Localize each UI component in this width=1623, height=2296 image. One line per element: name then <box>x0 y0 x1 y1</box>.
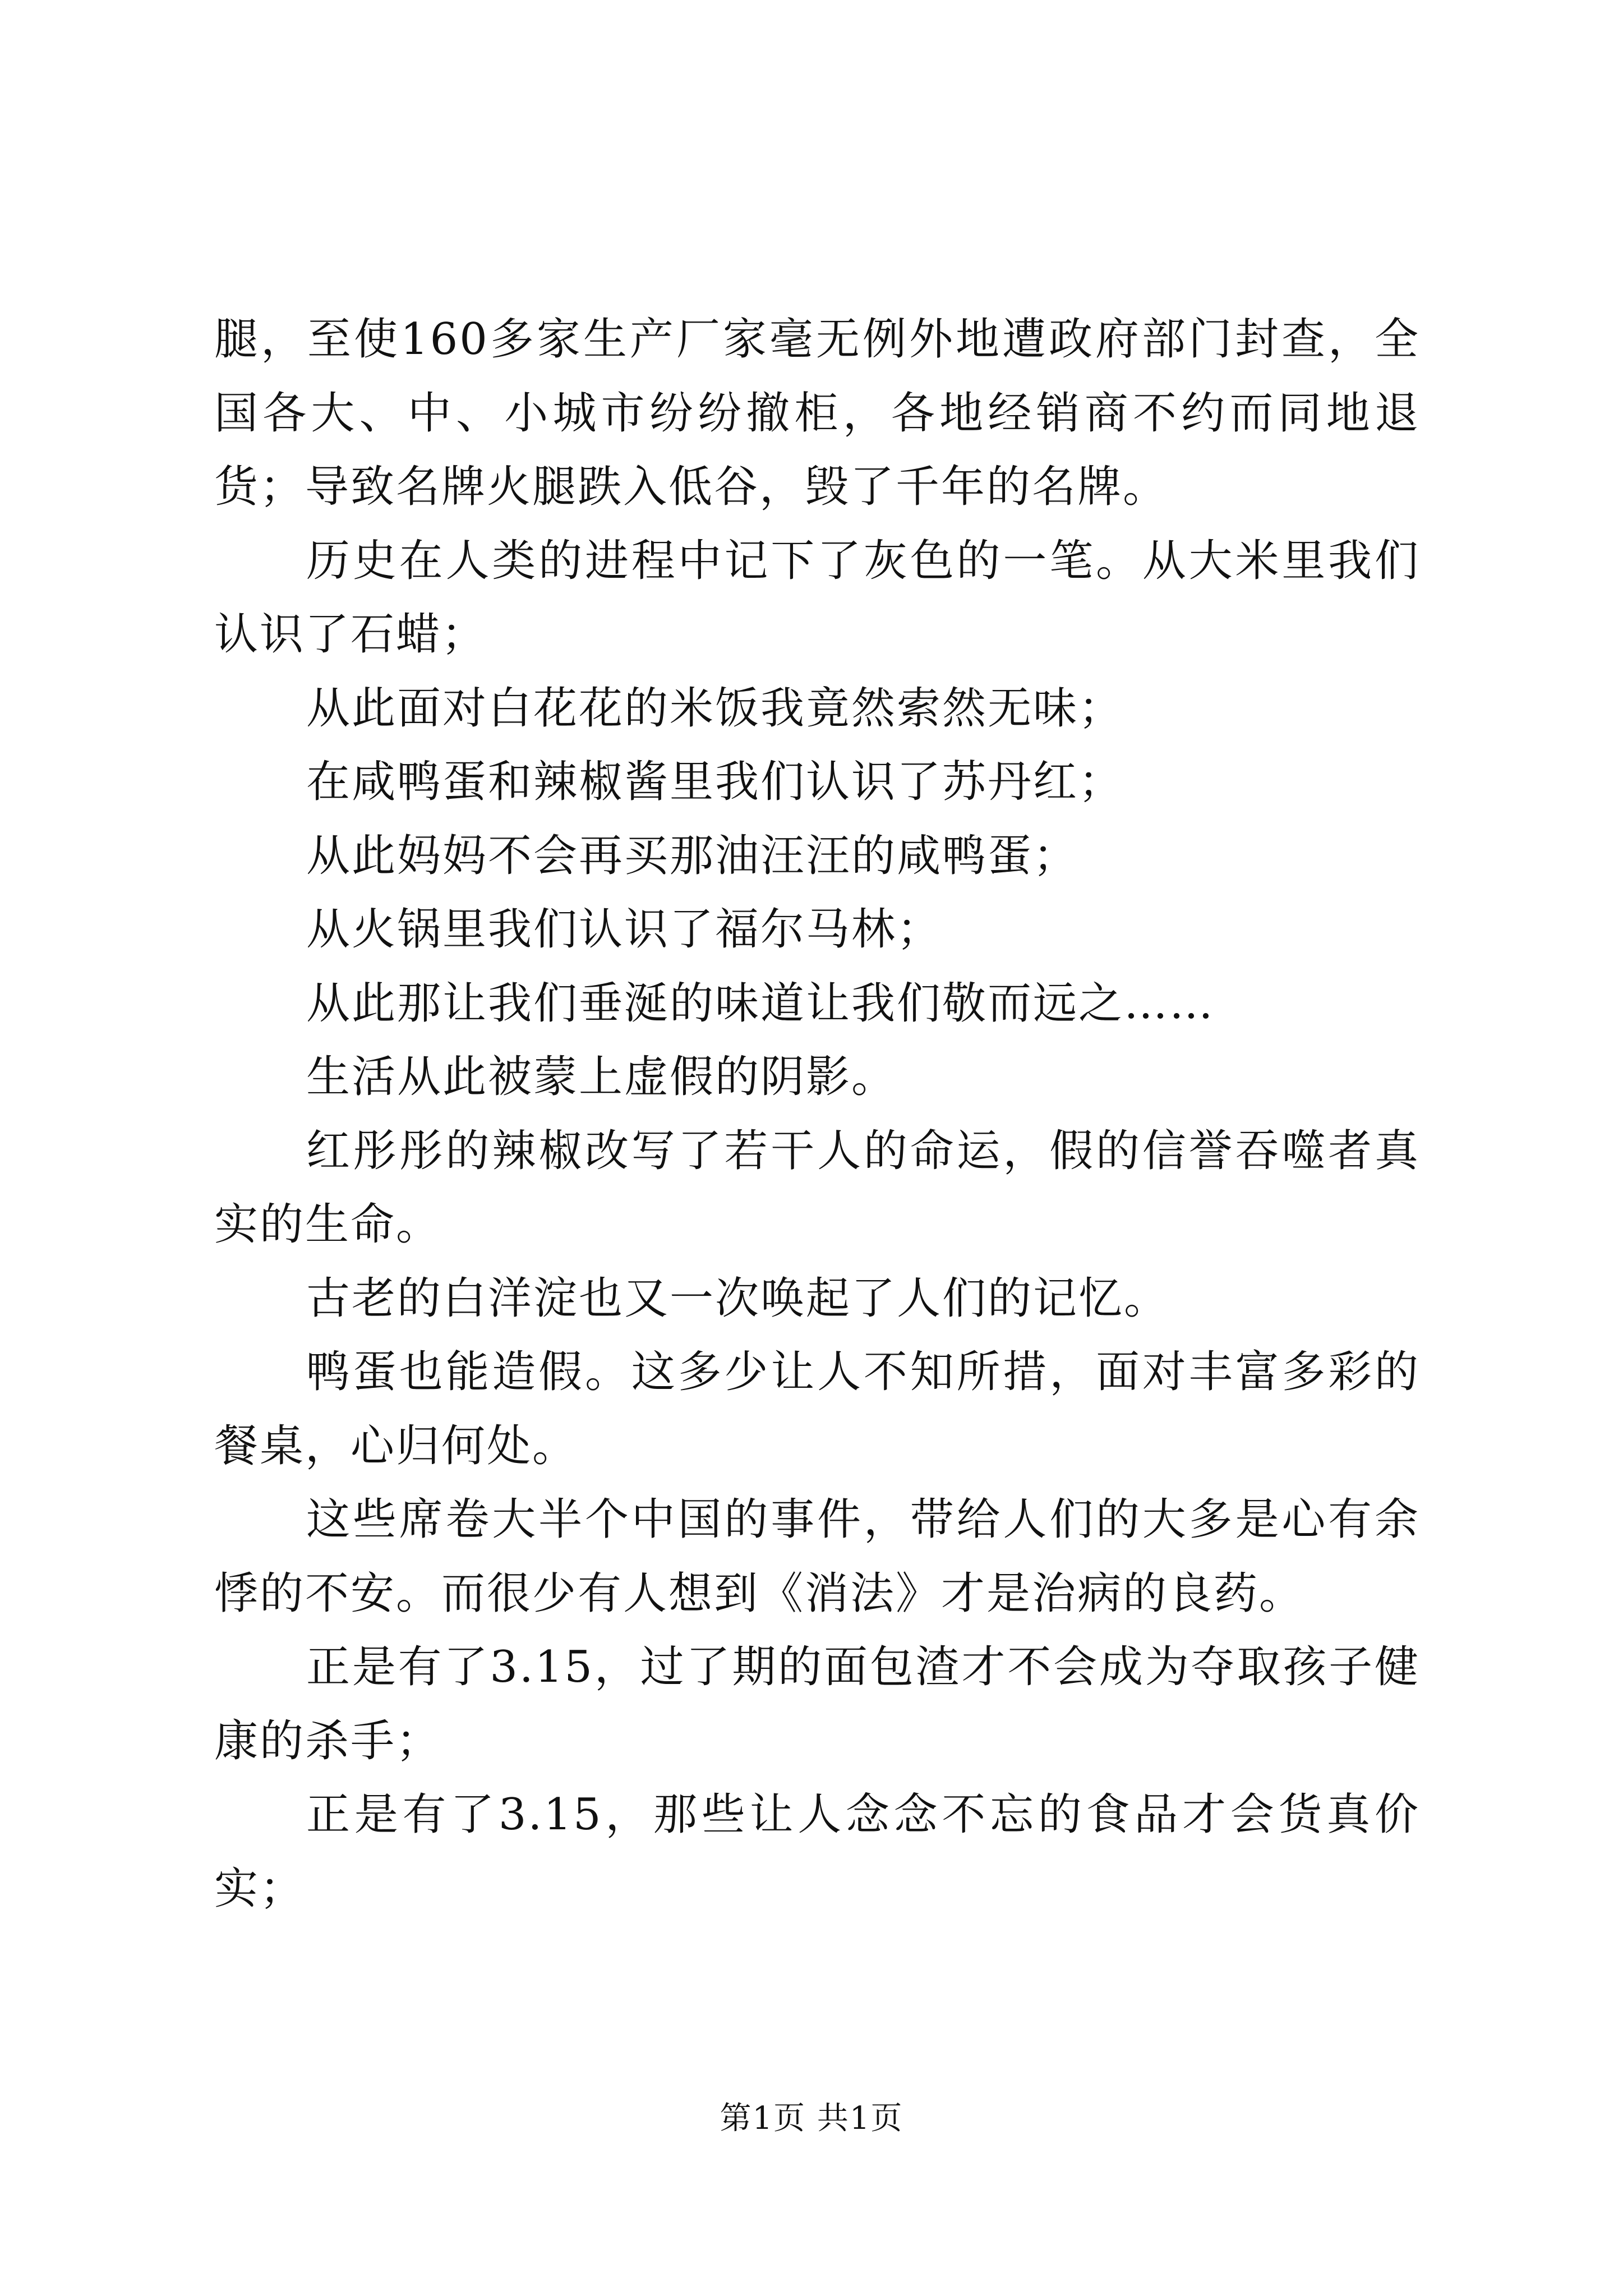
document-body <box>214 303 1420 1926</box>
paragraph: 红彤彤的辣椒改写了若干人的命运，假的信誉吞噬者真实的生命。 <box>214 1125 1420 1250</box>
paragraph: 从此妈妈不会再买那油汪汪的咸鸭蛋； <box>306 830 1079 881</box>
paragraph: 生活从此被蒙上虚假的阴影。 <box>306 1052 897 1102</box>
paragraph: 鸭蛋也能造假。这多少让人不知所措，面对丰富多彩的餐桌，心归何处。 <box>214 1347 1420 1471</box>
paragraph: 从此那让我们垂涎的味道让我们敬而远之…… <box>306 978 1215 1029</box>
paragraph: 从此面对白花花的米饭我竟然索然无味； <box>306 683 1124 734</box>
paragraph: 古老的白洋淀也又一次唤起了人们的记忆。 <box>306 1273 1170 1324</box>
paragraph: 正是有了3.15，过了期的面包渣才不会成为夺取孩子健康的杀手； <box>214 1642 1420 1766</box>
paragraph: 正是有了3.15，那些让人念念不忘的食品才会货真价实； <box>214 1789 1420 1914</box>
page-number-footer: 第1页 共1页 <box>720 2100 903 2137</box>
paragraph-continued: 腿，至使160多家生产厂家毫无例外地遭政府部门封查，全国各大、中、小城市纷纷撤柜，各地经销商不约而同地退货；导致名牌火腿跌入低谷，毁了千年的名牌。 <box>214 314 1420 512</box>
paragraph: 在咸鸭蛋和辣椒酱里我们认识了苏丹红； <box>306 757 1124 807</box>
paragraph: 这些席卷大半个中国的事件，带给人们的大多是心有余悸的不安。而很少有人想到《消法》才是治病的良药。 <box>214 1494 1420 1619</box>
paragraph: 从火锅里我们认识了福尔马林； <box>306 904 943 955</box>
paragraph: 历史在人类的进程中记下了灰色的一笔。从大米里我们认识了石蜡； <box>214 535 1420 660</box>
